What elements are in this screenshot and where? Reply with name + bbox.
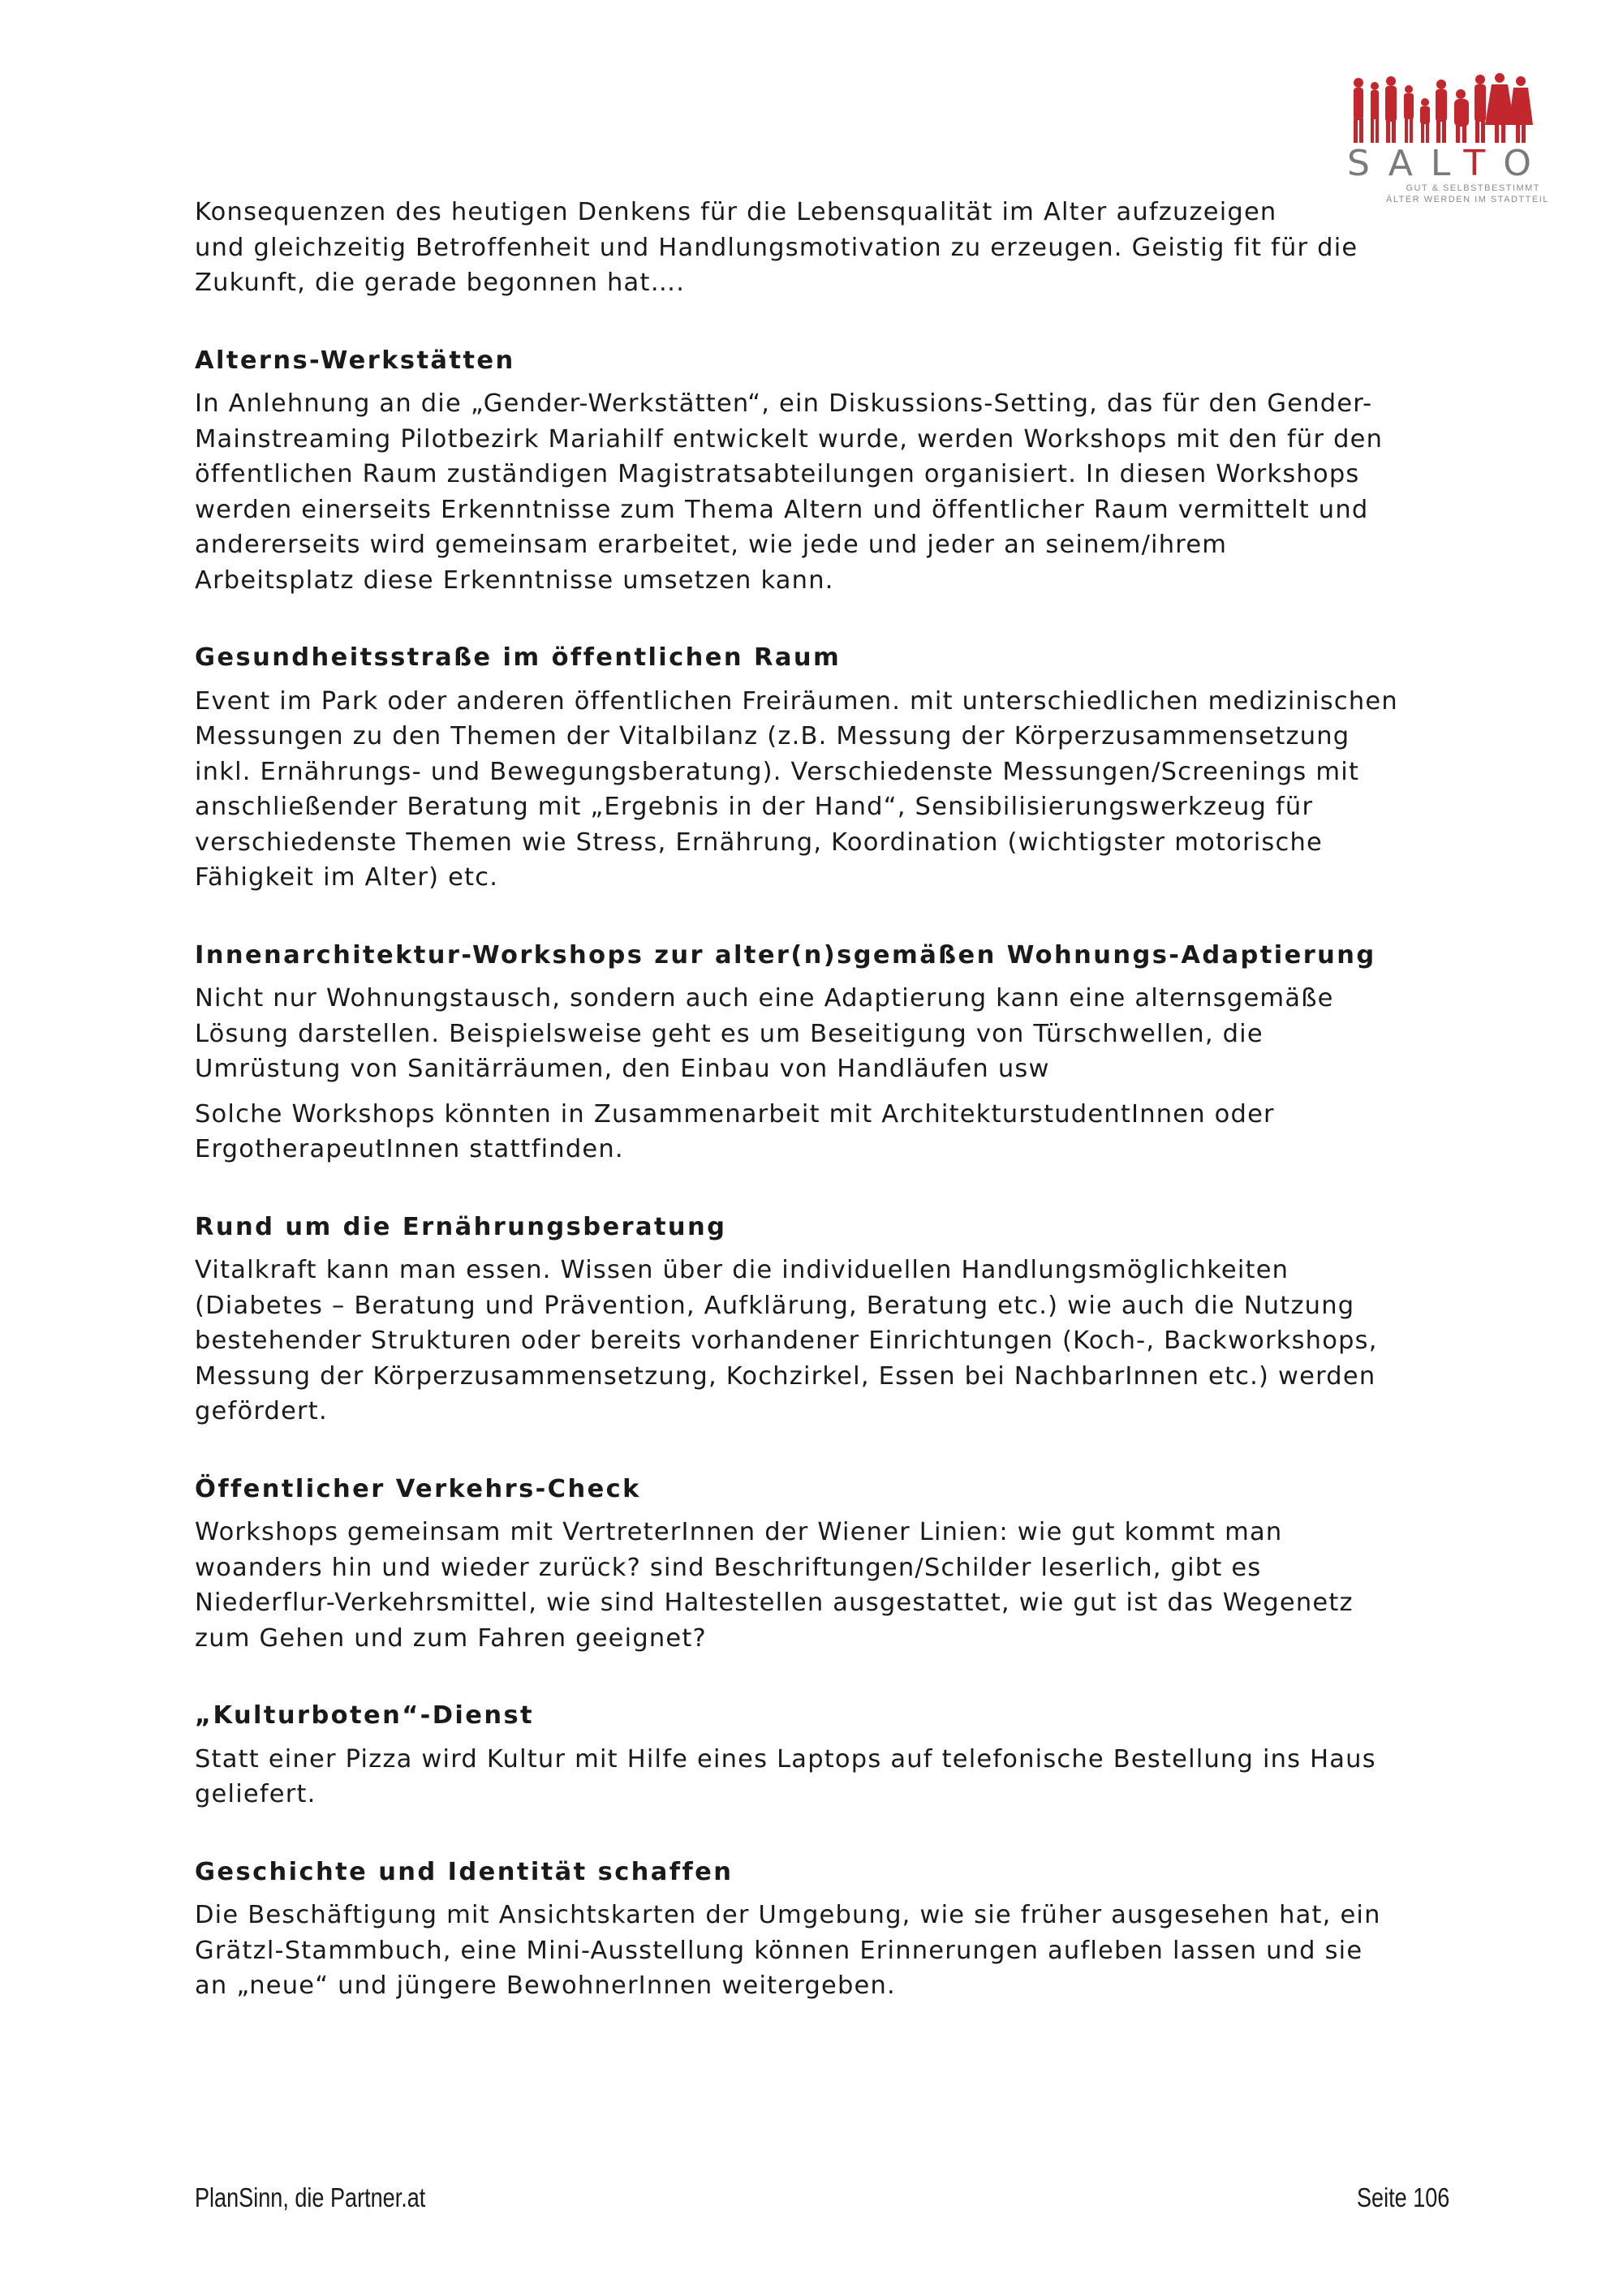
section-heading: Alterns-Werkstätten <box>195 346 515 375</box>
logo-tagline-2: ÄLTER WERDEN IM STADTTEIL <box>1386 195 1549 204</box>
salto-logo <box>1339 70 1549 208</box>
section-paragraph: Workshops gemeinsam mit VertreterInnen der Wiener Linien: wie gut kommt man woanders hin und wieder zurück? sind Beschriftungen/Schilder leserlich, gibt es Niederflur-Verkehrsmittel, wie sind Haltestellen ausgestattet, wie gut ist das Wegenetz zum Gehen und zum Fahren geeignet? <box>195 1518 1354 1653</box>
intro-paragraph: Konsequenzen des heutigen Denkens für die Lebensqualität im Alter aufzuzeigen und gleichzeitig Betroffenheit und Handlungsmotivation zu erzeugen. Geistig fit für die Zukunft, die gerade begonnen hat…. <box>195 198 1358 297</box>
section-heading: Rund um die Ernährungsberatung <box>195 1212 727 1241</box>
footer-publisher: PlanSinn, die Partner.at <box>195 2182 426 2212</box>
section-paragraph: In Anlehnung an die „Gender-Werkstätten“, ein Diskussions-Setting, das für den Gender- Mainstreaming Pilotbezirk Mariahilf entwickelt wurde, werden Workshops mit den für den öffentlichen Raum zuständigen Magistratsabteilungen organisiert. In diesen Workshops werden einerseits Erkenntnisse zum Thema Altern und öffentlicher Raum vermittelt und andererseits wird gemeinsam erarbeitet, wie jede und jeder an seinem/ihrem Arbeitsplatz diese Erkenntnisse umsetzen kann. <box>195 389 1384 595</box>
section-paragraph: Vitalkraft kann man essen. Wissen über die individuellen Handlungsmöglichkeiten (Diabetes – Beratung und Prävention, Aufklärung, Beratung etc.) wie auch die Nutzung bestehender Strukturen oder bereits vorhandener Einrichtungen (Koch-, Backworkshops, Messung der Körperzusammensetzung, Kochzirkel, Essen bei NachbarInnen etc.) werden gefördert. <box>195 1256 1378 1425</box>
page-body <box>195 195 1444 2004</box>
section-paragraph: Event im Park oder anderen öffentlichen Freiräumen. mit unterschiedlichen medizinischen Messungen zu den Themen der Vitalbilanz (z.B. Messung der Körperzusammensetzung inkl. Ernährungs- und Bewegungsberatung). Verschiedenste Messungen/Screenings mit anschließender Beratung mit „Ergebnis in der Hand“, Sensibilisierungswerkzeug für verschiedenste Themen wie Stress, Ernährung, Koordination (wichtigster motorische Fähigkeit im Alter) etc. <box>195 686 1398 892</box>
section-heading: Öffentlicher Verkehrs-Check <box>195 1474 641 1503</box>
section-paragraph: Statt einer Pizza wird Kultur mit Hilfe eines Laptops auf telefonische Bestellung ins Haus geliefert. <box>195 1744 1376 1808</box>
people-silhouettes-icon <box>1347 70 1534 144</box>
footer-page-number: Seite 106 <box>1357 2182 1450 2212</box>
section-paragraph: Die Beschäftigung mit Ansichtskarten der Umgebung, wie sie früher ausgesehen hat, ein Grätzl-Stammbuch, eine Mini-Ausstellung können Erinnerungen aufleben lassen und sie an „neue“ und jüngere BewohnerInnen weitergeben. <box>195 1901 1381 2000</box>
section-paragraph: Solche Workshops könnten in Zusammenarbeit mit ArchitekturstudentInnen oder ErgotherapeutInnen stattfinden. <box>195 1099 1275 1163</box>
logo-tagline-1: GUT & SELBSTBESTIMMT <box>1406 183 1540 193</box>
section-heading: Innenarchitektur-Workshops zur alter(n)sgemäßen Wohnungs-Adaptierung <box>195 940 1376 970</box>
section-heading: Gesundheitsstraße im öffentlichen Raum <box>195 643 842 672</box>
section-heading: „Kulturboten“-Dienst <box>195 1701 535 1730</box>
logo-wordmark: SALTO <box>1347 143 1549 184</box>
section-paragraph: Nicht nur Wohnungstausch, sondern auch eine Adaptierung kann eine alternsgemäße Lösung darstellen. Beispielsweise geht es um Beseitigung von Türschwellen, die Umrüstung von Sanitärräumen, den Einbau von Handläufen usw <box>195 984 1334 1083</box>
section-heading: Geschichte und Identität schaffen <box>195 1857 734 1886</box>
